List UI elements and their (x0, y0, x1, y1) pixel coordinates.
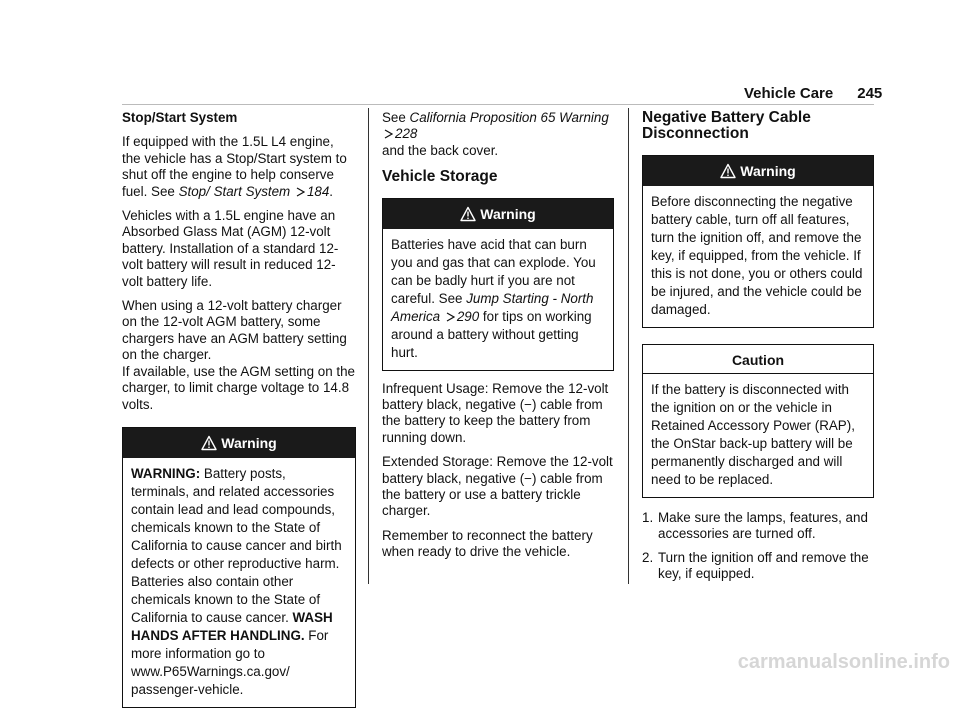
steps-list (642, 510, 874, 583)
caution-box (642, 344, 874, 498)
page-reference-icon (384, 129, 393, 139)
column-3 (642, 110, 874, 589)
paragraph-reconnect: Remember to reconnect the battery when ready to drive the vehicle. (382, 527, 593, 560)
link-jump-starting[interactable]: Jump Starting - North America (391, 290, 594, 324)
heading-stop-start: Stop/Start System (122, 110, 238, 125)
caution-title: Caution (643, 345, 873, 374)
warning-body: Batteries have acid that can burn you and gas that can explode. You can be badly hurt if you are not careful. See Jump Starting - North America 290 for tips on working around a battery without getting hurt. (391, 236, 596, 360)
column-divider-1 (368, 108, 369, 584)
paragraph-stop-start: If equipped with the 1.5L L4 engine, the vehicle has a Stop/Start system to shut off the engine to help conserve fuel. See Stop/ Start System 184. (122, 134, 347, 199)
warning-title-bar: Warning (643, 156, 873, 186)
page-reference-icon (446, 312, 455, 322)
link-stop-start-system[interactable]: Stop/ Start System (178, 183, 291, 199)
warning-box-prop65 (122, 427, 356, 708)
warning-triangle-icon (720, 163, 736, 179)
link-page-290[interactable]: 290 (456, 308, 480, 324)
link-page-228[interactable]: 228 (395, 126, 418, 142)
column-1 (122, 110, 356, 718)
heading-vehicle-storage: Vehicle Storage (382, 168, 498, 186)
list-item: 1. Make sure the lamps, features, and accessories are turned off. (642, 509, 868, 542)
section-title: Vehicle Care (744, 85, 834, 102)
paragraph-charger: When using a 12-volt battery charger on the 12-volt AGM battery, some chargers have an AGM battery setting on the charger. If available, use the AGM setting on the charger, to limit charge voltage to 14.8 volts. (122, 298, 355, 412)
warning-title-bar: Warning (123, 428, 355, 458)
heading-negative-cable: Negative Battery Cable Disconnection (642, 109, 811, 143)
warning-triangle-icon (460, 206, 476, 222)
page-reference-icon (296, 187, 305, 197)
paragraph-extended-storage: Extended Storage: Remove the 12-volt battery black, negative (−) cable from the battery or use a battery trickle charger. (382, 454, 613, 519)
page-number: 245 (857, 85, 883, 102)
list-item: 2. Turn the ignition off and remove the key, if equipped. (642, 549, 869, 582)
page-header (744, 85, 882, 102)
column-divider-2 (628, 108, 629, 584)
warning-title-bar: Warning (383, 199, 613, 229)
caution-body: If the battery is disconnected with the ignition on or the vehicle in Retained Accessory Power (RAP), the OnStar back-up battery will be permanently discharged and will need to be replaced. (651, 381, 855, 487)
paragraph-infrequent-usage: Infrequent Usage: Remove the 12-volt battery black, negative (−) cable from the battery to keep the battery from running down. (382, 380, 609, 445)
header-rule (122, 104, 874, 105)
link-prop65-warning[interactable]: California Proposition 65 Warning (409, 110, 609, 125)
warning-box-acid (382, 198, 614, 371)
paragraph-see-prop65: See California Proposition 65 Warning 228 and the back cover. (382, 110, 609, 158)
warning-triangle-icon (201, 435, 217, 451)
paragraph-agm: Vehicles with a 1.5L engine have an Absorbed Glass Mat (AGM) 12-volt battery. Installation of a standard 12-volt battery will result in reduced 12-volt battery life. (122, 208, 339, 289)
warning-body: WARNING: Battery posts, terminals, and related accessories contain lead and lead compounds, chemicals known to the State of California to cause cancer and birth defects or other reproductive harm. Batteries also contain other chemicals known to the State of California to cause cancer. WASH HANDS AFTER HANDLING. For more information go to www.P65Warnings.ca.gov/ passenger-vehicle. (131, 465, 342, 697)
warning-box-disconnect (642, 155, 874, 328)
watermark: carmanualsonline.info (737, 651, 950, 673)
link-page-184[interactable]: 184 (306, 183, 330, 199)
warning-body: Before disconnecting the negative battery cable, turn off all features, turn the ignition off, and remove the key, if equipped, from the vehicle. If this is not done, you or others could be injured, and the vehicle could be damaged. (651, 193, 863, 317)
column-2 (382, 110, 614, 569)
